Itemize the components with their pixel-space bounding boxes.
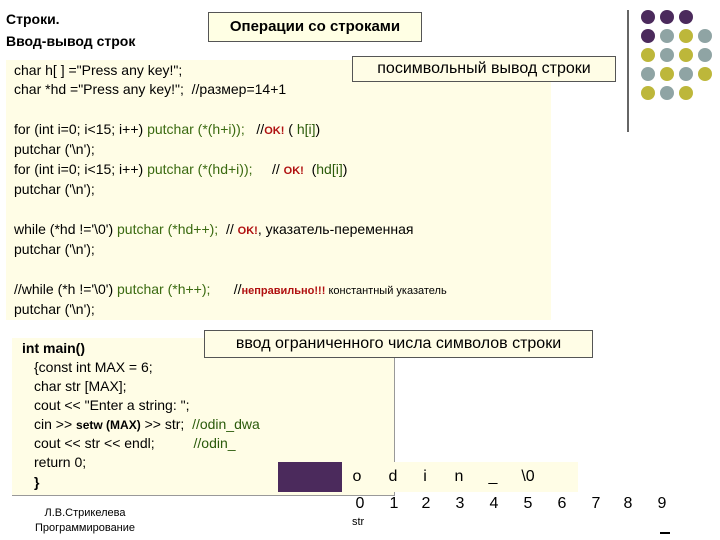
dot-icon xyxy=(679,10,693,24)
header-box: Операции со строками xyxy=(208,12,422,42)
array-index: 6 xyxy=(557,495,567,512)
footer-author: Л.В.Стрикелева xyxy=(44,507,126,519)
code-line xyxy=(14,219,413,241)
code-line: putchar ('\n'); xyxy=(14,301,95,317)
code-highlight: putchar (*hd++); xyxy=(117,221,219,237)
code-comment: //odin_ xyxy=(193,435,236,451)
code-panel xyxy=(6,60,551,320)
array-cell: d xyxy=(388,468,398,485)
dot-icon xyxy=(641,67,655,81)
array-cell: o xyxy=(352,468,362,485)
code-line xyxy=(14,279,447,301)
dot-icon xyxy=(698,29,712,43)
dot-icon xyxy=(660,86,674,100)
dot-icon xyxy=(679,48,693,62)
code-comment: константный указатель xyxy=(325,285,447,297)
array-arrow-mark xyxy=(660,532,670,534)
code-text: // xyxy=(218,221,238,237)
dot-icon xyxy=(698,67,712,81)
code-highlight: putchar (*h++); xyxy=(117,281,211,297)
array-index: 1 xyxy=(389,495,399,512)
code-line: putchar ('\n'); xyxy=(14,181,95,197)
dot-icon xyxy=(660,48,674,62)
ok-mark: OK! xyxy=(264,125,285,137)
dot-icon xyxy=(641,29,655,43)
footer-course: Программирование xyxy=(34,522,136,534)
code-text: >> str; xyxy=(140,416,193,432)
code-line: char h[ ] ="Press any key!"; xyxy=(14,62,183,78)
dot-icon xyxy=(660,67,674,81)
code-line xyxy=(34,414,260,435)
array-index: 9 xyxy=(657,495,667,512)
array-index: 4 xyxy=(489,495,499,512)
array-cell: \0 xyxy=(521,468,535,485)
code-text: , указатель-переменная xyxy=(257,221,414,237)
code-line: char str [MAX]; xyxy=(34,378,127,394)
code-text: // xyxy=(210,281,242,297)
array-cell: _ xyxy=(488,468,498,485)
ok-mark: OK! xyxy=(237,225,258,237)
divider xyxy=(627,10,629,132)
ok-mark: OK! xyxy=(283,165,304,177)
slide-title-line1: Строки. xyxy=(6,11,60,27)
code-text: for (int i=0; i<15; i++) xyxy=(14,121,148,137)
callout-limited-input: ввод ограниченного числа символов строки xyxy=(204,330,593,358)
code-text: ( xyxy=(284,121,297,137)
code-text: cout << str << endl; xyxy=(34,435,194,451)
callout-char-output: посимвольный вывод строки xyxy=(352,56,616,82)
slide-title xyxy=(6,8,135,52)
array-index: 3 xyxy=(455,495,465,512)
code-text: cin >> xyxy=(34,416,77,432)
code-line xyxy=(14,159,347,181)
array-index: 0 xyxy=(355,495,365,512)
code-line: int main() xyxy=(22,340,85,356)
code-highlight: putchar (*(h+i)); xyxy=(147,121,245,137)
dot-icon xyxy=(679,86,693,100)
code-line: cout << "Enter a string: "; xyxy=(34,397,190,413)
array-cell: n xyxy=(454,468,464,485)
array-name-label: str xyxy=(352,516,365,528)
code-text: while (*hd !='\0') xyxy=(14,221,118,237)
dot-icon xyxy=(641,48,655,62)
code-line xyxy=(14,119,320,141)
code-text: // xyxy=(244,121,265,137)
dot-icon xyxy=(679,67,693,81)
array-index: 5 xyxy=(523,495,533,512)
dot-icon xyxy=(660,29,674,43)
code-text: for (int i=0; i<15; i++) xyxy=(14,161,148,177)
code-line: char *hd ="Press any key!"; //размер=14+1 xyxy=(14,81,287,97)
code-text: ) xyxy=(342,161,348,177)
error-mark: неправильно!!! xyxy=(241,285,326,297)
dot-icon xyxy=(660,10,674,24)
code-line: } xyxy=(34,474,40,490)
dot-icon xyxy=(641,10,655,24)
array-index: 2 xyxy=(421,495,431,512)
code-highlight: hd[i] xyxy=(316,161,343,177)
code-comment: //odin_dwa xyxy=(192,416,260,432)
array-strip xyxy=(278,462,342,492)
array-index: 8 xyxy=(623,495,633,512)
code-text: ( xyxy=(303,161,317,177)
code-text: ) xyxy=(315,121,321,137)
dot-icon xyxy=(641,86,655,100)
code-line: {const int MAX = 6; xyxy=(34,359,153,375)
code-highlight: h[i] xyxy=(296,121,316,137)
dot-icon xyxy=(698,48,712,62)
code-highlight: putchar (*(hd+i)); xyxy=(147,161,253,177)
slide-title-line2: Ввод-вывод строк xyxy=(6,33,136,49)
code-line: putchar ('\n'); xyxy=(14,141,95,157)
code-line xyxy=(34,433,236,453)
code-text: //while (*h !='\0') xyxy=(14,281,117,297)
code-line: return 0; xyxy=(34,454,87,470)
footer xyxy=(20,506,150,536)
code-highlight: setw (MAX) xyxy=(76,418,141,432)
code-line: putchar ('\n'); xyxy=(14,241,95,257)
array-cell: i xyxy=(423,468,427,485)
array-index: 7 xyxy=(591,495,601,512)
code-text: // xyxy=(252,161,284,177)
dot-icon xyxy=(679,29,693,43)
